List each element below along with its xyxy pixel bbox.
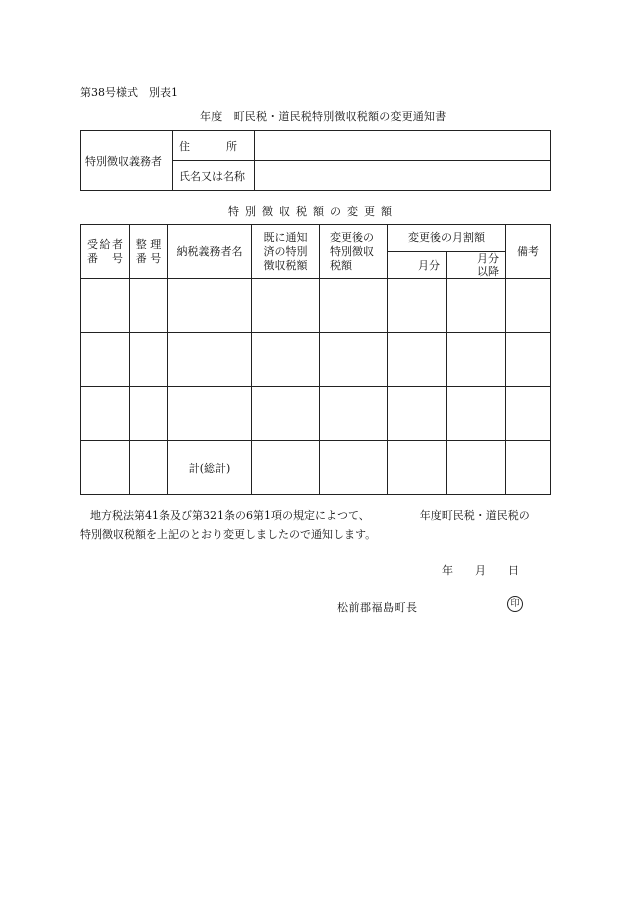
- cell[interactable]: [388, 387, 447, 441]
- cell[interactable]: [447, 333, 506, 387]
- name-value[interactable]: [255, 161, 551, 191]
- table-row: [81, 387, 551, 441]
- table-row: [81, 333, 551, 387]
- notice-line2: 特別徴収税額を上記のとおり変更しましたので通知します。: [80, 528, 377, 541]
- table-row: [81, 279, 551, 333]
- cell[interactable]: [388, 279, 447, 333]
- seal-icon: 印: [507, 596, 523, 612]
- cell[interactable]: [320, 387, 388, 441]
- cell[interactable]: [506, 279, 551, 333]
- address-label: 住 所: [179, 139, 237, 153]
- cell[interactable]: [81, 387, 130, 441]
- cell[interactable]: [252, 333, 320, 387]
- notice-paragraph: [80, 506, 554, 544]
- header-notified-amount: 既に通知 済の特別 徴収税額: [252, 225, 320, 279]
- cell[interactable]: [81, 279, 130, 333]
- document-title: 年度 町民税・道民税特別徴収税額の変更通知書: [200, 110, 447, 123]
- header-monthly-group: 変更後の月割額: [388, 225, 506, 252]
- header-remarks: 備考: [506, 225, 551, 279]
- header-month: 月分: [388, 252, 447, 279]
- cell[interactable]: [81, 333, 130, 387]
- change-amount-table: [80, 224, 551, 495]
- header-ref-no: 整 理 番 号: [130, 225, 168, 279]
- notice-line1b: 年度町民税・道民税の: [419, 509, 530, 522]
- notice-line1a: 地方税法第41条及び第321条の6第1項の規定によつて、: [90, 509, 370, 522]
- cell[interactable]: [447, 279, 506, 333]
- name-label: 氏名又は名称: [173, 161, 255, 191]
- cell[interactable]: [320, 333, 388, 387]
- obligor-group-label: 特別徴収義務者: [81, 131, 173, 191]
- date-year: 年: [442, 564, 453, 577]
- total-row: [81, 441, 551, 495]
- cell[interactable]: [130, 333, 168, 387]
- cell[interactable]: [168, 387, 252, 441]
- cell[interactable]: [130, 279, 168, 333]
- cell[interactable]: [447, 387, 506, 441]
- date-day: 日: [508, 564, 519, 577]
- cell[interactable]: [168, 333, 252, 387]
- issuer-name: 松前郡福島町長: [337, 601, 418, 614]
- date-month: 月: [475, 564, 486, 577]
- cell[interactable]: [506, 387, 551, 441]
- header-month-after: 月分 以降: [447, 252, 506, 279]
- obligor-table: [80, 130, 551, 191]
- section-subtitle: 特別徴収税額の変更額: [228, 205, 398, 218]
- cell[interactable]: [168, 279, 252, 333]
- form-number: 第38号様式 別表1: [80, 86, 178, 99]
- date-line: [442, 562, 519, 578]
- cell[interactable]: [320, 279, 388, 333]
- cell[interactable]: [388, 333, 447, 387]
- total-label: 計(総計): [168, 441, 252, 495]
- address-value[interactable]: [255, 131, 551, 161]
- cell[interactable]: [130, 387, 168, 441]
- cell[interactable]: [252, 387, 320, 441]
- header-recipient-no: 受給者 番 号: [81, 225, 130, 279]
- header-changed-amount: 変更後の 特別徴収 税額: [320, 225, 388, 279]
- header-taxpayer-name: 納税義務者名: [168, 225, 252, 279]
- cell[interactable]: [506, 333, 551, 387]
- cell[interactable]: [252, 279, 320, 333]
